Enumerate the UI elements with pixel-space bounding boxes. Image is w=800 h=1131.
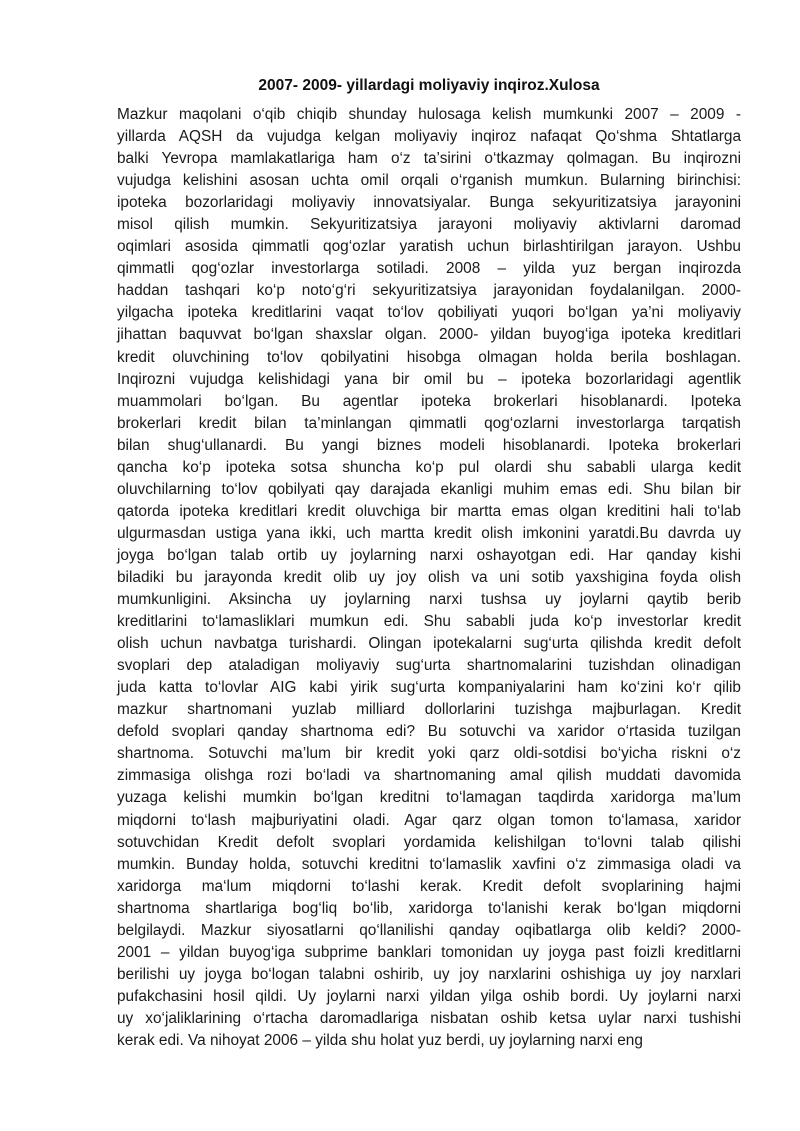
body-line: brokerlari kredit bilan ta’minlangan qimmatli qog‘ozlarni investorlarga tarqatish [117,414,741,432]
body-line: joyga bo‘lgan talab ortib uy joylarning narxi oshayotgan edi. Har qanday kishi [117,546,741,564]
body-line: bilan shug‘ullanardi. Bu yangi biznes modeli hisoblanardi. Ipoteka brokerlari [117,436,741,454]
body-line: oluvchilarning to‘lov qobilyati qay darajada ekanligi muhim emas edi. Shu bilan bir [117,480,741,498]
body-line: olish uchun navbatga turishardi. Olingan ipotekalarni sug‘urta qilishda kredit defolt [117,635,741,653]
body-line: defold svoplari qanday shartnoma edi? Bu sotuvchi va xaridor o‘rtasida tuzilgan [117,723,741,741]
body-line: uy xo‘jaliklarining o‘rtacha daromadlariga nisbatan oshib ketsa uylar narxi tushishi [117,1009,741,1027]
document-body [117,104,741,1052]
body-line: oqimlari asosida qimmatli qog‘ozlar yaratish uchun birlashtirilgan jarayon. Ushbu [117,238,741,256]
body-line: kredit oluvchining to‘lov qobilyatini hisobga olmagan holda berila boshlagan. [117,348,741,366]
body-line: yuzaga kelishi mumkin bo‘lgan kreditni to‘lamagan taqdirda xaridorga ma’lum [117,789,741,807]
body-line: muammolari bo‘lgan. Bu agentlar ipoteka brokerlari hisoblanardi. Ipoteka [117,392,741,410]
body-line: sotuvchidan Kredit defolt svoplari yordamida kelishilgan to‘lovni talab qilishi [117,833,741,851]
body-line: qimmatli qog‘ozlar investorlarga sotiladi. 2008 – yilda yuz bergan inqirozda [117,260,741,278]
body-line: Mazkur maqolani o‘qib chiqib shunday hulosaga kelish mumkunki 2007 – 2009 - [117,106,741,123]
document-title: 2007- 2009- yillardagi moliyaviy inqiroz.Xulosa [258,77,600,94]
body-line: jihattan baquvvat bo‘lgan shaxslar olgan. 2000- yildan buyog‘iga ipoteka kreditlari [117,326,741,344]
body-line: Inqirozni vujudga kelishidagi yana bir omil bu – ipoteka bozorlaridagi agentlik [117,370,741,388]
body-line: shartnoma shartlariga bog‘liq bo‘lib, xaridorga to‘lanishi kerak bo‘lgan miqdorni [117,899,741,917]
body-line: shartnoma. Sotuvchi ma’lum bir kredit yoki qarz oldi-sotdisi bo‘yicha riskni o‘z [117,745,741,763]
body-line: balki Yevropa mamlakatlariga ham o‘z ta’sirini o‘tkazmay qolmagan. Bu inqirozni [117,150,741,168]
body-line: 2001 – yildan buyog‘iga subprime banklari tomonidan uy joyga past foizli kreditlarni [117,943,741,961]
body-line: mumkin. Bunday holda, sotuvchi kreditni to‘lamaslik xavfini o‘z zimmasiga oladi va [117,855,741,873]
body-line: qatorda ipoteka kreditlari kredit oluvchiga bir martta emas olgan kreditini hali to‘lab [117,502,741,520]
body-line: xaridorga ma‘lum miqdorni to‘lashi kerak. Kredit defolt svoplarining hajmi [117,877,741,895]
body-line: mumkunligini. Aksincha uy joylarning narxi tushsa uy joylarni qaytib berib [117,591,741,609]
body-line: miqdorni to‘lash majburiyatini oladi. Agar qarz olgan tomon to‘lamasa, xaridor [117,811,741,829]
body-line: misol qilish mumkin. Sekyuritizatsiya jarayoni moliyaviy aktivlarni daromad [117,216,741,234]
body-line: yilgacha ipoteka kreditlarini vaqat to‘lov qobiliyati yuqori bo‘lgan ya’ni moliyaviy [117,304,741,322]
body-line: belgilaydi. Mazkur siyosatlarni qo‘llanilishi qanday oqibatlarga olib keldi? 2000- [117,921,741,939]
body-line: zimmasiga olishga rozi bo‘ladi va shartnomaning amal qilish muddati davomida [117,767,741,785]
body-line: juda katta to‘lovlar AIG kabi yirik sug‘urta kompaniyalarini ham ko‘zini ko‘r qilib [117,679,741,697]
body-line: svoplari dep ataladigan moliyaviy sug‘urta shartnomalarini tuzishdan olinadigan [117,657,741,675]
body-line: haddan tashqari ko‘p noto‘g‘ri sekyuritizatsiya jarayonidan foydalanilgan. 2000- [117,282,741,300]
body-line: biladiki bu jarayonda kredit olib uy joy olish va uni sotib yaxshigina foyda olish [117,568,741,586]
body-line: yillarda AQSH da vujudga kelgan moliyaviy inqiroz nafaqat Qo‘shma Shtatlarga [117,128,741,146]
body-line: pufakchasini hosil qildi. Uy joylarni narxi yildan yilga oshib bordi. Uy joylarni narxi [117,987,741,1005]
body-line: berilishi uy joyga bo‘logan talabni oshirib, uy joy narxlarini oshishiga uy joy narxlari [117,965,741,983]
body-line: kreditlarini to‘lamasliklari mumkun edi. Shu sababli juda ko‘p investorlar kredit [117,613,741,631]
body-line: vujudga kelishini asosan uchta omil orqali o‘rganish mumkun. Bularning birinchisi: [117,172,741,190]
body-line: ulgurmasdan ustiga yana ikki, uch martta kredit olish imkonini yaratdi.Bu davrda uy [117,524,741,542]
body-line: mazkur shartnomani yuzlab milliard dollorlarini tuzishga majburlagan. Kredit [117,701,741,719]
body-line: kerak edi. Va nihoyat 2006 – yilda shu holat yuz berdi, uy joylarning narxi eng [117,1031,643,1049]
body-line: ipoteka bozorlaridagi moliyaviy innovatsiyalar. Bunga sekyuritizatsiya jarayonini [117,194,741,212]
body-line: qancha ko‘p ipoteka sotsa shuncha ko‘p pul olardi shu sababli ularga kedit [117,458,741,476]
